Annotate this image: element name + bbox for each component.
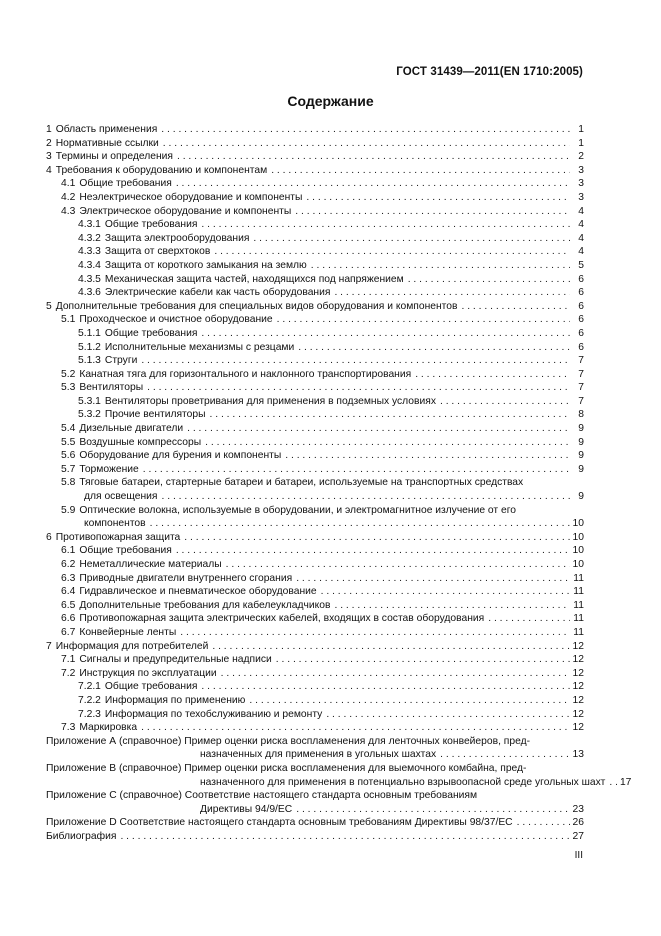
toc-entry-title: Неэлектрическое оборудование и компоненты [79, 191, 303, 203]
toc-entry[interactable] [46, 436, 584, 450]
toc-leader-dots [184, 531, 570, 545]
toc-entry-title: Информация по техобслуживанию и ремонту [104, 708, 323, 720]
toc-entry-number: 5.1.2 [78, 341, 101, 353]
toc-entry-number: 5.7 [61, 463, 76, 475]
toc-entry[interactable] [46, 300, 584, 314]
toc-entry[interactable] [46, 653, 584, 667]
toc-entry-title: Противопожарная защита [55, 531, 181, 543]
toc-entry-number: 4.3.6 [78, 287, 101, 299]
toc-entry-title: Область применения [55, 124, 158, 135]
toc-entry-page: 9 [578, 491, 584, 503]
toc-entry-page: 9 [578, 436, 584, 448]
toc-entry-page: 12 [572, 654, 584, 666]
toc-entry-title: Механическая защита частей, находящихся под напряжением [104, 273, 404, 285]
toc-entry-title: Директивы 94/9/ЕС [200, 803, 293, 815]
toc-entry[interactable] [46, 735, 584, 762]
page-title: Содержание [287, 93, 374, 109]
toc-entry[interactable] [46, 585, 584, 599]
toc-leader-dots [201, 327, 570, 341]
toc-entry-number: 5.8 [61, 477, 76, 489]
toc-leader-dots [147, 381, 570, 395]
toc-entry-page: 9 [578, 450, 584, 462]
toc-leader-dots [187, 422, 570, 436]
toc-entry-title: Приводные двигатели внутреннего сгорания [79, 572, 293, 584]
toc-entry[interactable] [46, 762, 632, 789]
toc-entry[interactable] [46, 708, 584, 722]
toc-leader-dots [177, 150, 570, 164]
toc-entry-title: Гидравлическое и пневматическое оборудование [79, 586, 317, 598]
toc-entry-page: 12 [572, 722, 584, 734]
toc-leader-dots [488, 612, 570, 626]
toc-entry[interactable] [46, 599, 584, 613]
toc-entry-number: 5.2 [61, 368, 76, 380]
toc-entry-page: 11 [573, 613, 584, 625]
toc-entry-title: Библиография [46, 830, 117, 842]
toc-leader-dots [334, 286, 570, 300]
toc-entry-title: Воздушные компрессоры [79, 436, 202, 448]
toc-entry-title: Электрическое оборудование и компоненты [79, 205, 292, 217]
toc-entry-number: 4.3.3 [78, 246, 101, 258]
toc-entry[interactable] [46, 572, 584, 586]
toc-leader-dots [415, 368, 570, 382]
toc-entry[interactable] [46, 259, 584, 273]
toc-entry-title: Информация для потребителей [55, 640, 209, 652]
toc-entry-title: Маркировка [79, 722, 138, 734]
toc-entry-number: 4 [46, 164, 52, 176]
toc-entry-page: 10 [572, 518, 584, 530]
toc-leader-dots [253, 232, 570, 246]
toc-entry-number: 7.2 [61, 667, 76, 679]
toc-entry-title: компонентов [84, 518, 146, 530]
toc-leader-dots [212, 640, 570, 654]
toc-entry-title: Общие требования [104, 681, 198, 693]
toc-entry-title: Инструкция по эксплуатации [79, 667, 217, 679]
toc-entry-page: 11 [573, 626, 584, 638]
toc-entry-title: Дизельные двигатели [79, 423, 184, 435]
toc-entry-number: 4.3.2 [78, 232, 101, 244]
toc-entry[interactable] [46, 381, 584, 395]
toc-leader-dots [205, 436, 570, 450]
toc-entry-title: Дополнительные требования для кабелеукладчиков [79, 599, 331, 611]
toc-entry[interactable] [46, 816, 584, 830]
toc-entry-page: 7 [578, 382, 584, 394]
toc-entry-number: 6.6 [61, 613, 76, 625]
toc-entry[interactable] [46, 395, 584, 409]
toc-entry-title: Информация по применению [104, 694, 246, 706]
toc-entry-title: Вентиляторы проветривания для применения в подземных условиях [104, 395, 436, 407]
toc-entry-number: 5.1.1 [78, 327, 101, 339]
toc-leader-dots [141, 721, 570, 735]
toc-entry-page: 5 [578, 259, 584, 271]
toc-entry[interactable] [46, 286, 584, 300]
toc-entry-page: 8 [578, 409, 584, 421]
toc-entry-page: 9 [578, 463, 584, 475]
toc-leader-dots [311, 259, 570, 273]
toc-leader-dots [176, 177, 570, 191]
toc-entry-page: 6 [578, 341, 584, 353]
toc-entry[interactable] [46, 150, 584, 164]
toc-leader-dots [321, 585, 570, 599]
toc-entry-number: 5.1.3 [78, 355, 101, 367]
toc-entry-number: 7.2.1 [78, 681, 101, 693]
toc-entry[interactable] [46, 830, 584, 844]
toc-entry-title: назначенного для применения в потенциально взрывоопасной среде угольных шахт [200, 776, 606, 788]
toc-entry[interactable] [46, 558, 584, 572]
toc-leader-dots [163, 137, 570, 151]
toc-entry-title: Оборудование для бурения и компоненты [79, 450, 282, 462]
toc-entry-number: 4.3 [61, 205, 76, 217]
toc-entry-title: Тяговые батареи, стартерные батареи и батареи, используемые на транспортных средствах [79, 477, 524, 489]
toc-entry-number: 5.3.2 [78, 409, 101, 421]
toc-entry-title: Термины и определения [55, 151, 173, 163]
toc-entry-page: 3 [578, 164, 584, 176]
toc-leader-dots [285, 449, 570, 463]
toc-entry-title: Защита от короткого замыкания на землю [104, 259, 307, 271]
page-number: III [574, 850, 583, 861]
toc-leader-dots [143, 463, 570, 477]
toc-entry-page: 6 [578, 327, 584, 339]
toc-leader-dots [226, 558, 570, 572]
toc-entry[interactable] [46, 354, 584, 368]
toc-entry-page: 2 [578, 151, 584, 163]
toc-entry-title: Защита электрооборудования [104, 232, 250, 244]
toc-entry-page: 11 [573, 572, 584, 584]
toc-leader-dots [176, 544, 570, 558]
toc-entry[interactable] [46, 449, 584, 463]
toc-leader-dots [440, 395, 570, 409]
toc-entry[interactable] [46, 164, 584, 178]
toc-leader-dots [326, 708, 570, 722]
toc-entry-title: Противопожарная защита электрических кабелей, входящих в состав оборудования [79, 613, 485, 625]
toc-entry-page: 9 [578, 423, 584, 435]
toc-entry-number: 5.4 [61, 423, 76, 435]
toc-leader-dots [408, 273, 570, 287]
toc-entry-title: Приложение С (справочное) Соответствие настоящего стандарта основным требованиям [46, 790, 478, 802]
table-of-contents [46, 123, 632, 843]
toc-entry-page: 3 [578, 178, 584, 190]
toc-entry-title: Требования к оборудованию и компонентам [55, 164, 268, 176]
toc-entry-number: 7 [46, 640, 52, 652]
toc-entry-title: Вентиляторы [79, 382, 144, 394]
toc-entry[interactable] [46, 504, 584, 531]
toc-entry-title: Торможение [79, 463, 139, 475]
toc-entry-page: 12 [572, 694, 584, 706]
toc-entry-number: 4.2 [61, 191, 76, 203]
toc-entry-title: Защита от сверхтоков [104, 246, 211, 258]
toc-leader-dots [306, 191, 570, 205]
toc-leader-dots [214, 245, 570, 259]
toc-entry-page: 10 [572, 531, 584, 543]
toc-entry-title: Неметаллические материалы [79, 559, 222, 570]
toc-entry-page: 23 [572, 803, 584, 815]
toc-entry-title: назначенных для применения в угольных шахтах [200, 749, 437, 761]
toc-entry-number: 4.1 [61, 178, 76, 190]
toc-entry-number: 1 [46, 124, 52, 135]
toc-entry[interactable] [46, 544, 584, 558]
toc-entry-number: 5.9 [61, 504, 76, 516]
toc-leader-dots [334, 599, 570, 613]
toc-entry-title: для освещения [84, 491, 158, 503]
toc-entry-title: Приложение А (справочное) Пример оценки риска воспламенения для ленточных конвейеров, пред- [46, 735, 531, 747]
toc-entry[interactable] [46, 368, 584, 382]
toc-entry-number: 3 [46, 151, 52, 163]
toc-entry[interactable] [46, 531, 584, 545]
toc-entry-number: 6.4 [61, 586, 76, 598]
toc-entry-title: Канатная тяга для горизонтального и наклонного транспортирования [79, 368, 412, 380]
toc-entry-number: 6 [46, 531, 52, 543]
toc-entry-page: 11 [573, 586, 584, 598]
toc-entry-page: 4 [578, 232, 584, 244]
toc-entry[interactable] [46, 626, 584, 640]
toc-leader-dots [249, 694, 570, 708]
toc-entry[interactable] [46, 327, 584, 341]
toc-entry[interactable] [46, 123, 584, 137]
toc-leader-dots [277, 313, 570, 327]
toc-leader-dots [296, 572, 570, 586]
toc-entry-title: Струги [104, 355, 138, 367]
toc-entry-title: Оптические волокна, используемые в оборудовании, и электромагнитное излучение от его [79, 504, 516, 516]
toc-entry-title: Общие требования [79, 545, 172, 557]
toc-entry-number: 5.3.1 [78, 395, 101, 407]
toc-entry-title: Нормативные ссылки [55, 137, 159, 149]
toc-entry-number: 7.3 [61, 722, 76, 734]
toc-entry-page: 27 [572, 830, 584, 842]
toc-entry-title: Электрические кабели как часть оборудования [104, 287, 331, 299]
toc-entry[interactable] [46, 694, 584, 708]
toc-entry-page: 26 [572, 817, 584, 829]
toc-entry-number: 6.7 [61, 626, 76, 638]
toc-entry-title: Исполнительные механизмы с резцами [104, 341, 295, 353]
toc-entry-page: 17 [619, 776, 632, 788]
toc-entry[interactable] [46, 476, 584, 503]
toc-leader-dots [201, 680, 570, 694]
toc-entry[interactable] [46, 680, 584, 694]
toc-entry-number: 6.3 [61, 572, 76, 584]
toc-entry[interactable] [46, 232, 584, 246]
toc-entry-number: 4.3.4 [78, 259, 101, 271]
toc-entry-title: Прочие вентиляторы [104, 409, 206, 421]
toc-entry-number: 6.2 [61, 559, 76, 570]
toc-entry-page: 12 [572, 681, 584, 693]
toc-entry-page: 7 [578, 395, 584, 407]
toc-leader-dots [298, 341, 570, 355]
toc-entry[interactable] [46, 245, 584, 259]
toc-entry[interactable] [46, 341, 584, 355]
toc-entry-number: 5.5 [61, 436, 76, 448]
toc-entry-number: 4.3.1 [78, 219, 101, 231]
toc-entry[interactable] [46, 137, 584, 151]
toc-entry[interactable] [46, 205, 584, 219]
toc-leader-dots [120, 830, 570, 844]
toc-leader-dots [517, 816, 570, 830]
toc-leader-dots [141, 354, 570, 368]
toc-entry-number: 2 [46, 137, 52, 149]
toc-entry-page: 6 [578, 287, 584, 299]
toc-entry[interactable] [46, 721, 584, 735]
toc-entry-title: Сигналы и предупредительные надписи [79, 654, 272, 666]
toc-entry-page: 4 [578, 219, 584, 231]
toc-entry[interactable] [46, 313, 584, 327]
toc-entry[interactable] [46, 789, 584, 816]
toc-leader-dots [162, 490, 570, 504]
toc-entry-number: 7.2.3 [78, 708, 101, 720]
toc-entry[interactable] [46, 177, 584, 191]
toc-entry-page: 1 [578, 124, 584, 135]
toc-entry-page: 6 [578, 273, 584, 285]
toc-entry-page: 6 [578, 314, 584, 326]
toc-leader-dots [271, 164, 570, 178]
toc-entry-page: 12 [572, 667, 584, 679]
toc-leader-dots [440, 748, 570, 762]
toc-leader-dots [201, 218, 570, 232]
toc-entry-page: 12 [572, 708, 584, 720]
toc-entry-page: 10 [572, 559, 584, 570]
toc-entry-title: Приложение D Соответствие настоящего стандарта основным требованиям Директивы 98/37/ЕС [46, 817, 513, 829]
toc-entry-title: Общие требования [104, 219, 198, 231]
toc-entry-page: 4 [578, 246, 584, 258]
toc-entry-title: Приложение В (справочное) Пример оценки риска воспламенения для выемочного комбайна, пред- [46, 762, 527, 774]
toc-entry-page: 10 [572, 545, 584, 557]
toc-entry-page: 1 [578, 137, 584, 149]
toc-entry[interactable] [46, 640, 584, 654]
toc-entry[interactable] [46, 612, 584, 626]
toc-leader-dots [276, 653, 570, 667]
toc-entry[interactable] [46, 191, 584, 205]
toc-entry-number: 5.6 [61, 450, 76, 462]
toc-entry-number: 7.2.2 [78, 694, 101, 706]
toc-entry[interactable] [46, 422, 584, 436]
document-header: ГОСТ 31439—2011(EN 1710:2005) [396, 66, 583, 78]
toc-entry-page: 3 [578, 191, 584, 203]
toc-entry[interactable] [46, 667, 584, 681]
toc-entry-title: Общие требования [104, 327, 198, 339]
toc-entry-number: 7.1 [61, 654, 76, 666]
toc-entry-title: Проходческое и очистное оборудование [79, 314, 273, 326]
toc-entry-number: 5.1 [61, 314, 76, 326]
toc-leader-dots [295, 205, 570, 219]
toc-entry-page: 12 [572, 640, 584, 652]
toc-entry[interactable] [46, 408, 584, 422]
toc-leader-dots [180, 626, 570, 640]
toc-entry-title: Дополнительные требования для специальных видов оборудования и компонентов [55, 300, 458, 312]
toc-entry-page: 13 [572, 749, 584, 761]
toc-entry-page: 6 [578, 300, 584, 312]
toc-entry-page: 11 [573, 599, 584, 611]
toc-entry-number: 6.1 [61, 545, 76, 557]
toc-entry-page: 7 [578, 368, 584, 380]
toc-leader-dots [210, 408, 570, 422]
toc-entry-page: 7 [578, 355, 584, 367]
toc-entry-number: 5.3 [61, 382, 76, 394]
toc-entry[interactable] [46, 273, 584, 287]
toc-leader-dots [296, 803, 570, 817]
toc-entry-number: 4.3.5 [78, 273, 101, 285]
toc-leader-dots [150, 517, 570, 531]
toc-entry-page: 4 [578, 205, 584, 217]
toc-entry-title: Конвейерные ленты [79, 626, 177, 638]
toc-entry-number: 6.5 [61, 599, 76, 611]
toc-entry[interactable] [46, 218, 584, 232]
toc-leader-dots [221, 667, 570, 681]
toc-leader-dots [461, 300, 570, 314]
toc-leader-dots [609, 776, 617, 790]
toc-entry[interactable] [46, 463, 584, 477]
toc-entry-title: Общие требования [79, 178, 172, 190]
toc-leader-dots [161, 123, 570, 137]
toc-entry-number: 5 [46, 300, 52, 312]
